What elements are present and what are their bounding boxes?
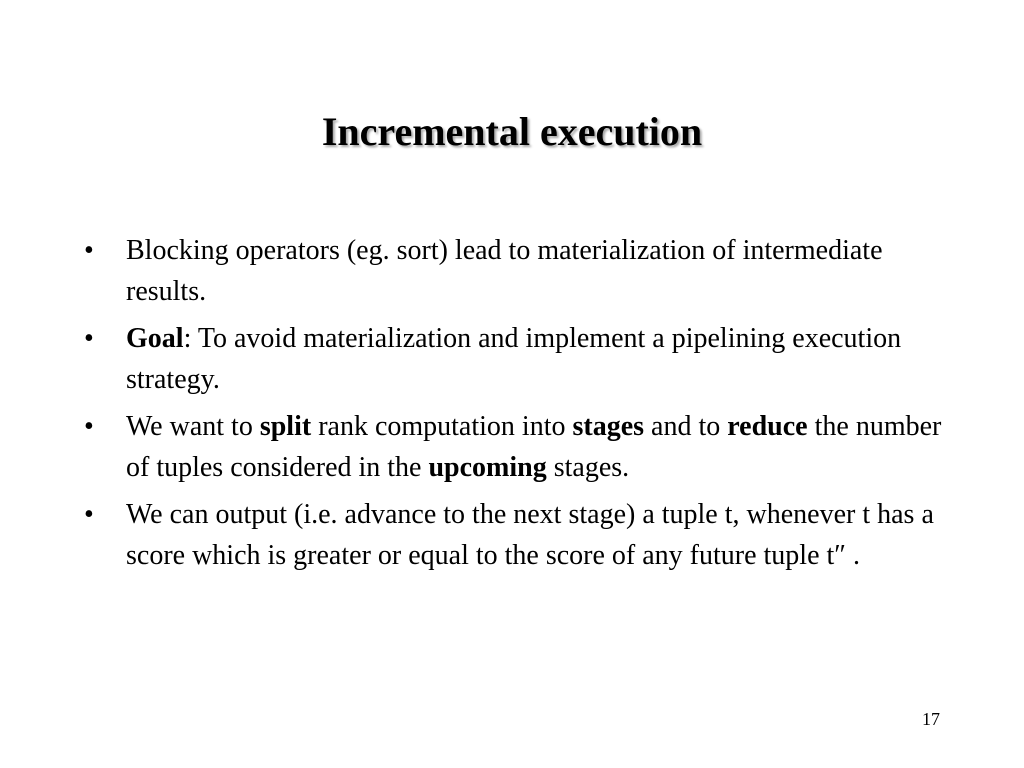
bullet-text: Blocking operators (eg. sort) lead to materialization of intermediate results. [126, 235, 883, 307]
bullet-text: We can output (i.e. advance to the next stage) a tuple t, whenever t has a score which is greater or equal to the score of any future tuple t″ . [126, 499, 934, 571]
page-number: 17 [922, 709, 940, 729]
slide-title: Incremental execution [321, 109, 703, 154]
bullet-icon: • [84, 323, 94, 354]
bullet-item [84, 406, 944, 488]
bullet-text: We want to split rank computation into stages and to reduce the number of tuples considered in the upcoming stages. [126, 411, 942, 483]
bullet-icon: • [84, 235, 94, 266]
bullet-item [84, 230, 944, 312]
bullet-icon: • [84, 411, 94, 442]
bullet-list [84, 230, 944, 582]
bullet-icon: • [84, 499, 94, 530]
bullet-item [84, 494, 944, 576]
bullet-item [84, 318, 944, 400]
bullet-text: Goal: To avoid materialization and implement a pipelining execution strategy. [126, 323, 902, 395]
